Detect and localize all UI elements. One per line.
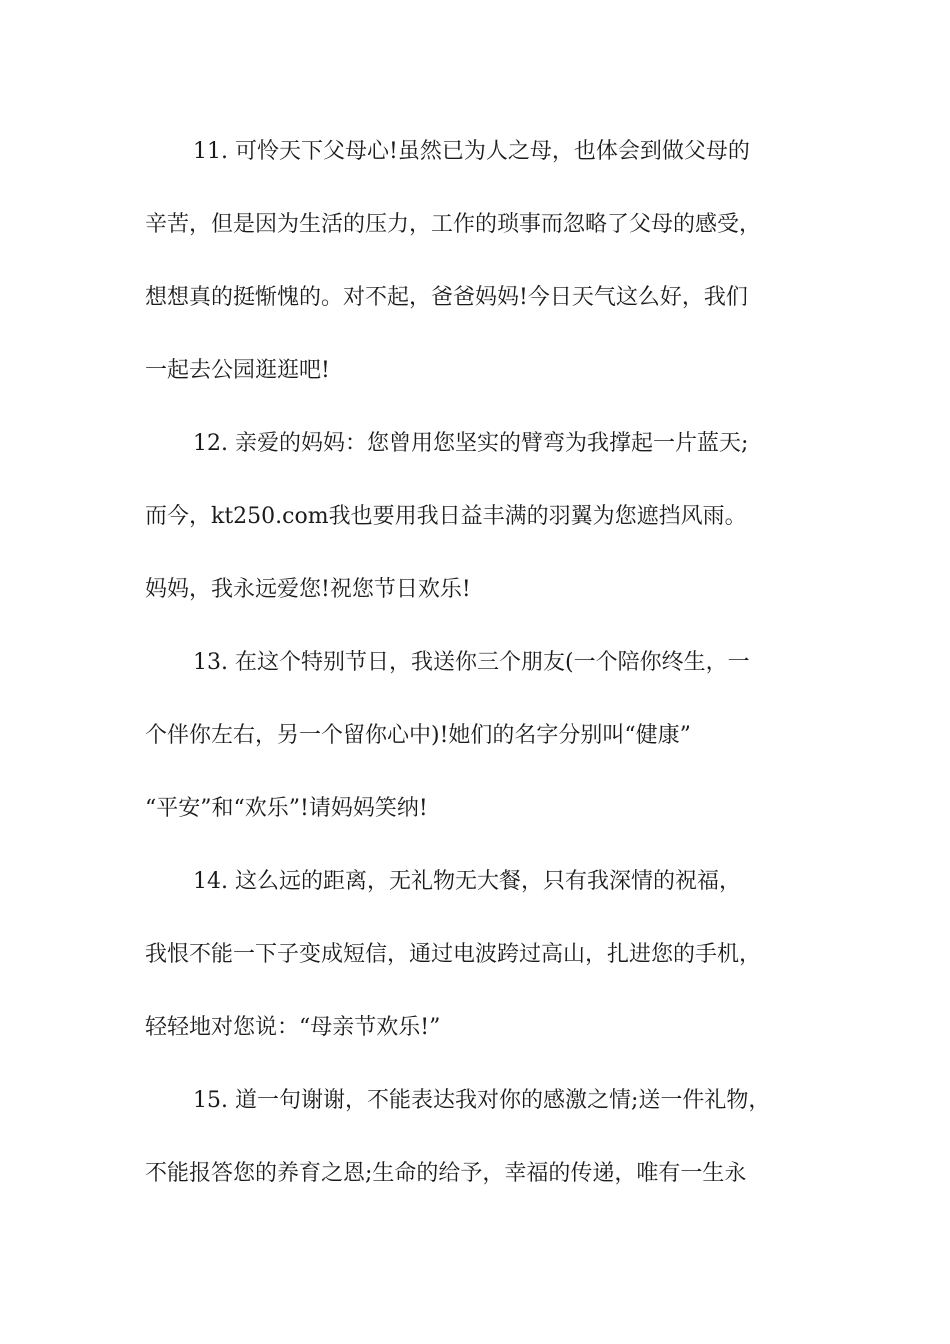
text-line: 不能报答您的养育之恩;生命的给予，幸福的传递，唯有一生永 [145,1161,747,1186]
text-line: 想想真的挺惭愧的。对不起，爸爸妈妈!今日天气这么好，我们 [145,285,748,310]
text-line: 一起去公园逛逛吧! [145,358,330,383]
text-line: 14. 这么远的距离，无礼物无大餐，只有我深情的祝福， [193,869,741,894]
text-line: “平安”和“欢乐”!请妈妈笑纳! [145,796,428,821]
text-line: 妈妈，我永远爱您!祝您节日欢乐! [145,577,471,602]
text-line: 12. 亲爱的妈妈：您曾用您坚实的臂弯为我撑起一片蓝天; [193,431,749,456]
text-line: 而今，kt250.com我也要用我日益丰满的羽翼为您遮挡风雨。 [145,504,747,529]
body-text [145,128,807,1223]
text-line: 轻轻地对您说：“母亲节欢乐!” [145,1015,441,1040]
text-line: 11. 可怜天下父母心!虽然已为人之母，也体会到做父母的 [193,139,750,164]
text-line: 辛苦，但是因为生活的压力，工作的琐事而忽略了父母的感受， [145,212,762,237]
text-line: 13. 在这个特别节日，我送你三个朋友(一个陪你终生，一 [193,650,750,675]
text-line: 15. 道一句谢谢，不能表达我对你的感激之情;送一件礼物， [193,1088,771,1113]
text-line: 我恨不能一下子变成短信，通过电波跨过高山，扎进您的手机， [145,942,762,967]
text-line: 个伴你左右，另一个留你心中)!她们的名字分别叫“健康” [145,723,691,748]
